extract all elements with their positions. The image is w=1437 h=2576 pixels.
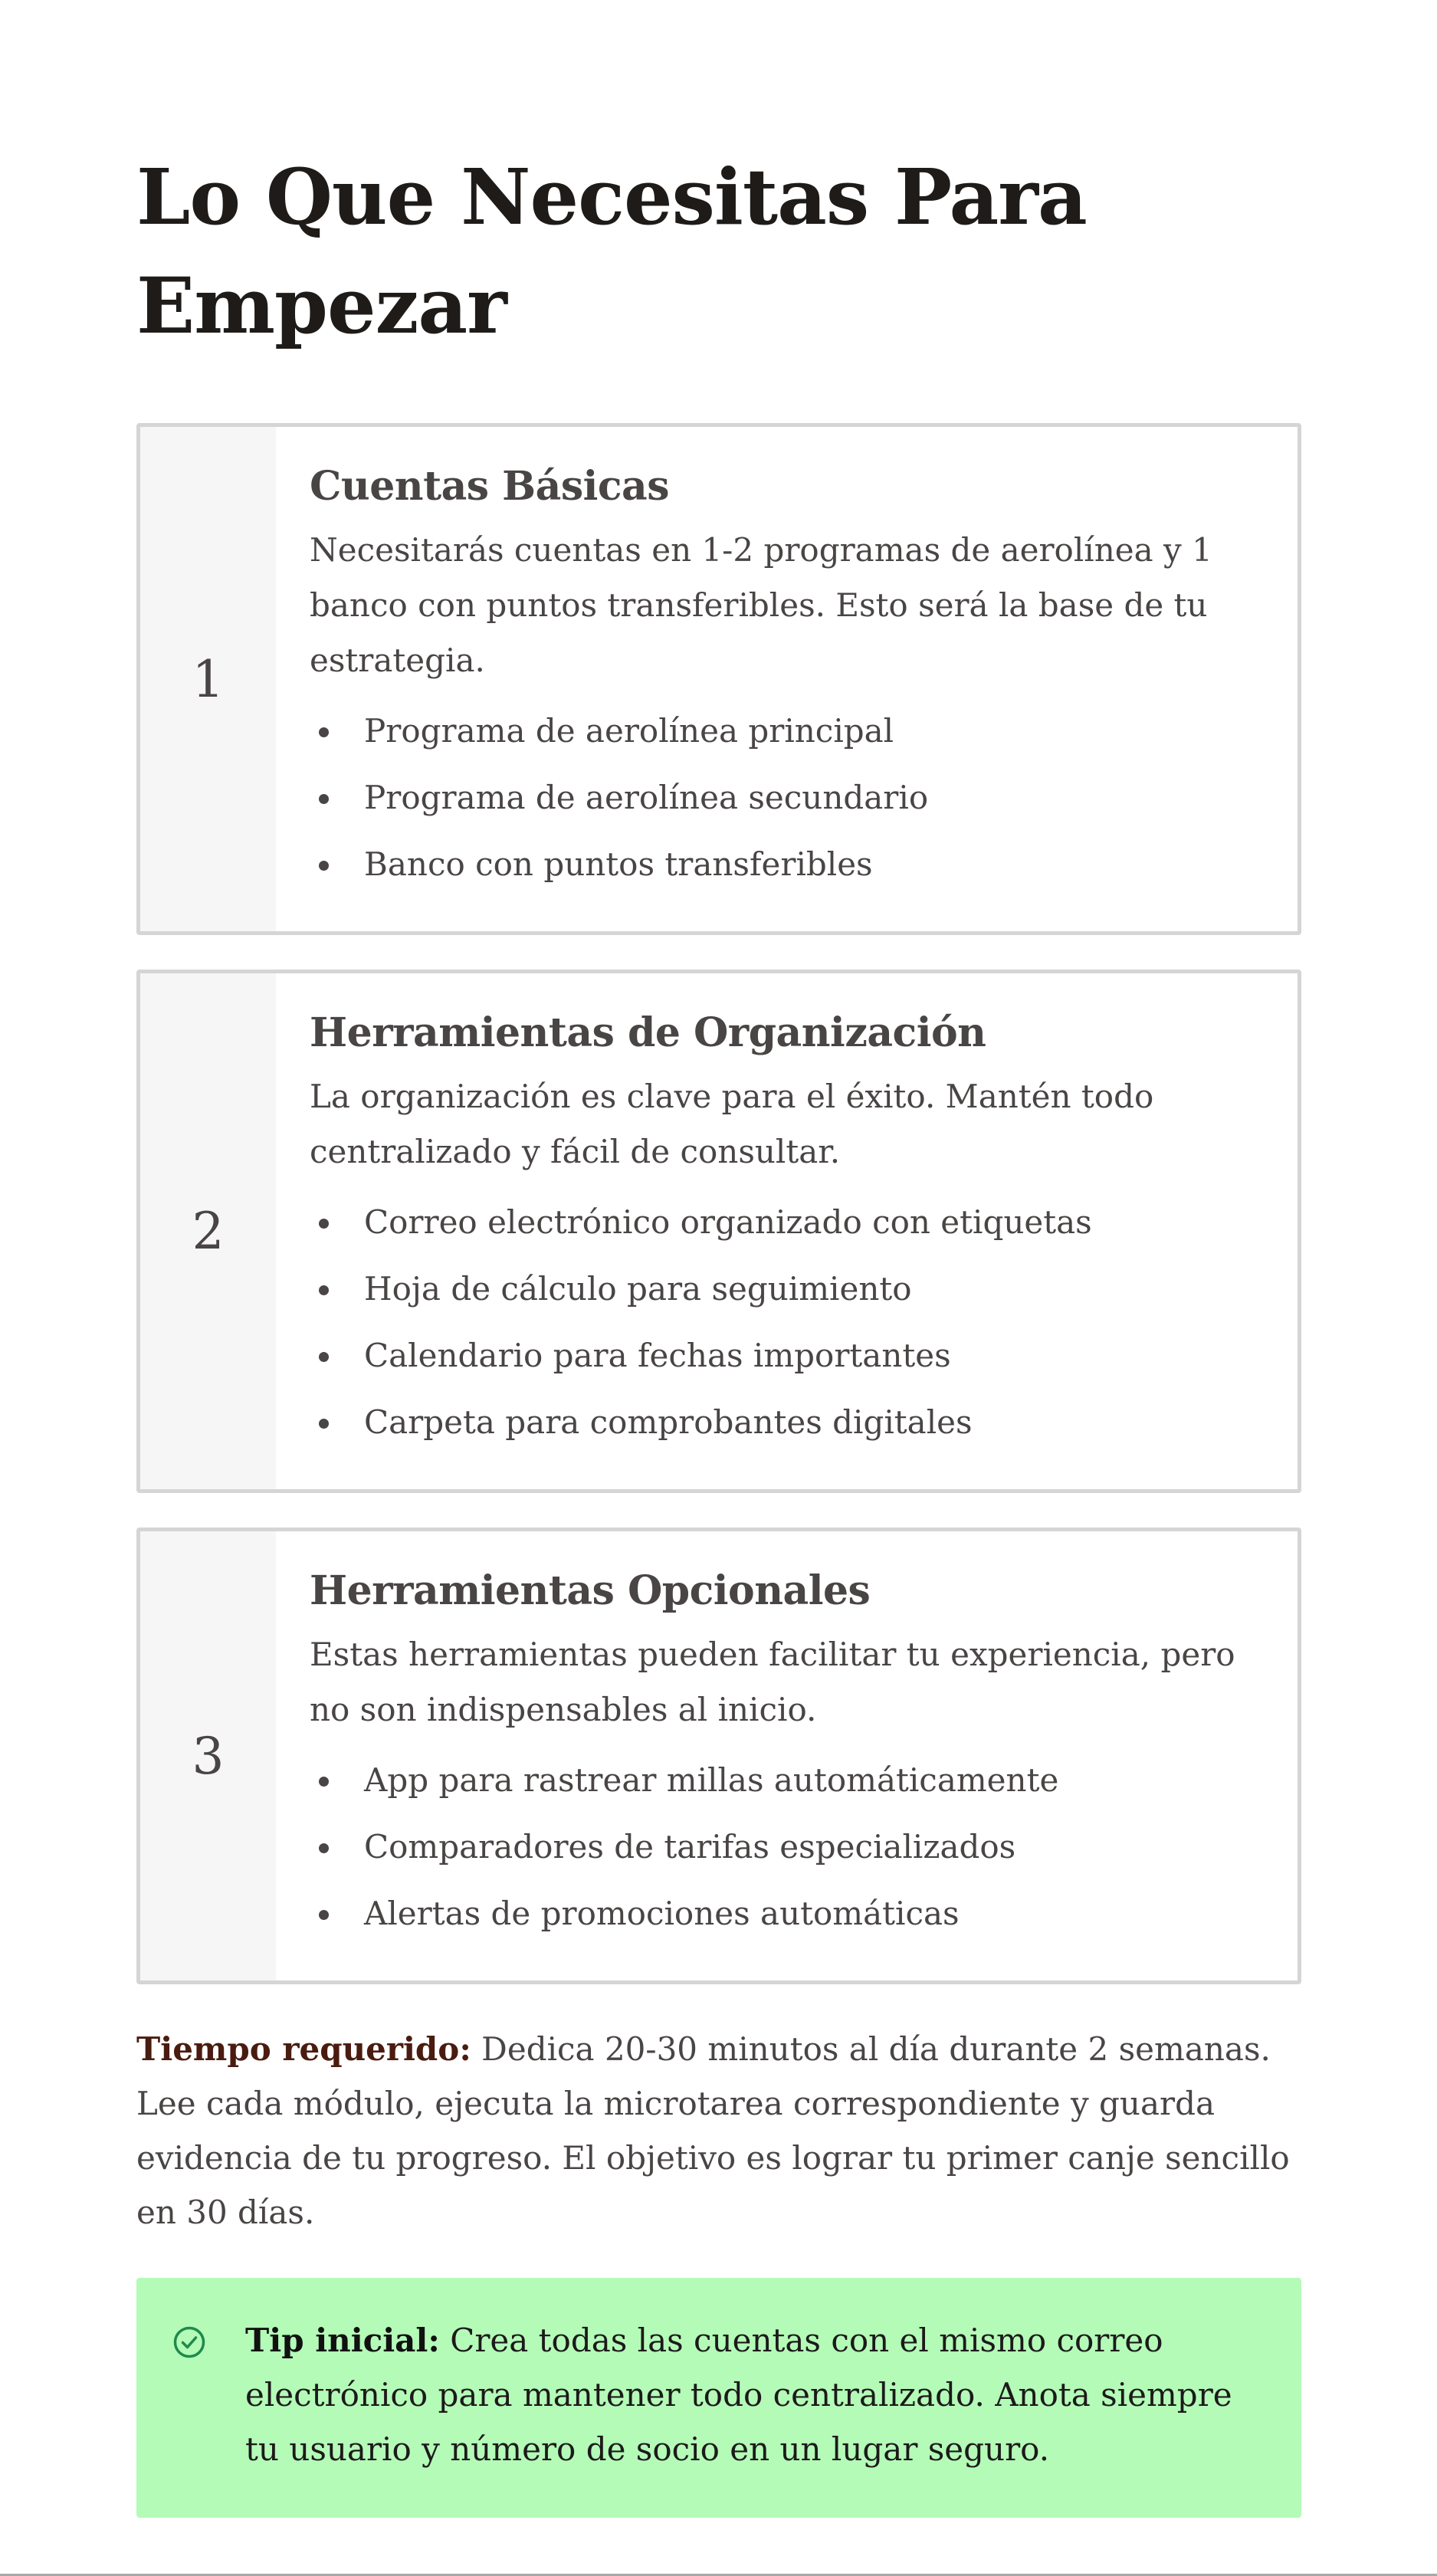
time-required-text: Dedica 20-30 minutos al día durante 2 semanas. Lee cada módulo, ejecuta la microtarea correspondiente y guarda evidencia de tu progreso. El objetivo es lograr tu primer canje sencillo en 30 días. — [136, 2030, 1290, 2231]
card-title: Herramientas Opcionales — [310, 1567, 871, 1614]
card-title: Herramientas de Organización — [310, 1009, 986, 1056]
card-body — [276, 427, 1298, 931]
card-body — [276, 1531, 1298, 1980]
requirement-card — [136, 970, 1301, 1493]
page-content — [136, 0, 1301, 2518]
tip-label: Tip inicial: — [245, 2322, 440, 2359]
step-number: 1 — [140, 427, 276, 931]
list-item: Comparadores de tarifas especializados — [310, 1813, 1282, 1880]
card-items — [310, 697, 1282, 897]
tip-text — [245, 2313, 1263, 2476]
card-items — [310, 1747, 1282, 1947]
requirements-list — [136, 423, 1301, 1984]
card-description: Estas herramientas pueden facilitar tu experiencia, pero no son indispensables al inicio. — [310, 1636, 1235, 1728]
step-number: 3 — [140, 1531, 276, 1980]
list-item: Banco con puntos transferibles — [310, 831, 1282, 897]
step-number: 2 — [140, 973, 276, 1489]
card-title: Cuentas Básicas — [310, 463, 669, 510]
list-item: Hoja de cálculo para seguimiento — [310, 1255, 1282, 1322]
list-item: App para rastrear millas automáticamente — [310, 1747, 1282, 1813]
check-circle-icon — [172, 2325, 206, 2359]
card-items — [310, 1189, 1282, 1455]
time-required-note — [136, 2019, 1301, 2240]
card-description: La organización es clave para el éxito. Mantén todo centralizado y fácil de consultar. — [310, 1078, 1154, 1170]
tip-body: Crea todas las cuentas con el mismo correo electrónico para mantener todo centralizado. Anota siempre tu usuario y número de socio en un lugar seguro. — [245, 2322, 1232, 2468]
page-title: Lo Que Necesitas Para Empezar — [136, 152, 1087, 351]
requirement-card — [136, 1528, 1301, 1984]
list-item: Calendario para fechas importantes — [310, 1322, 1282, 1389]
time-required-label: Tiempo requerido: — [136, 2030, 471, 2068]
card-description: Necesitarás cuentas en 1-2 programas de aerolínea y 1 banco con puntos transferibles. Esto será la base de tu estrategia. — [310, 531, 1212, 679]
card-body — [276, 973, 1298, 1489]
list-item: Alertas de promociones automáticas — [310, 1880, 1282, 1947]
list-item: Carpeta para comprobantes digitales — [310, 1389, 1282, 1455]
list-item: Correo electrónico organizado con etiquetas — [310, 1189, 1282, 1255]
requirement-card — [136, 423, 1301, 935]
list-item: Programa de aerolínea secundario — [310, 764, 1282, 831]
list-item: Programa de aerolínea principal — [310, 697, 1282, 764]
tip-callout — [136, 2278, 1301, 2518]
